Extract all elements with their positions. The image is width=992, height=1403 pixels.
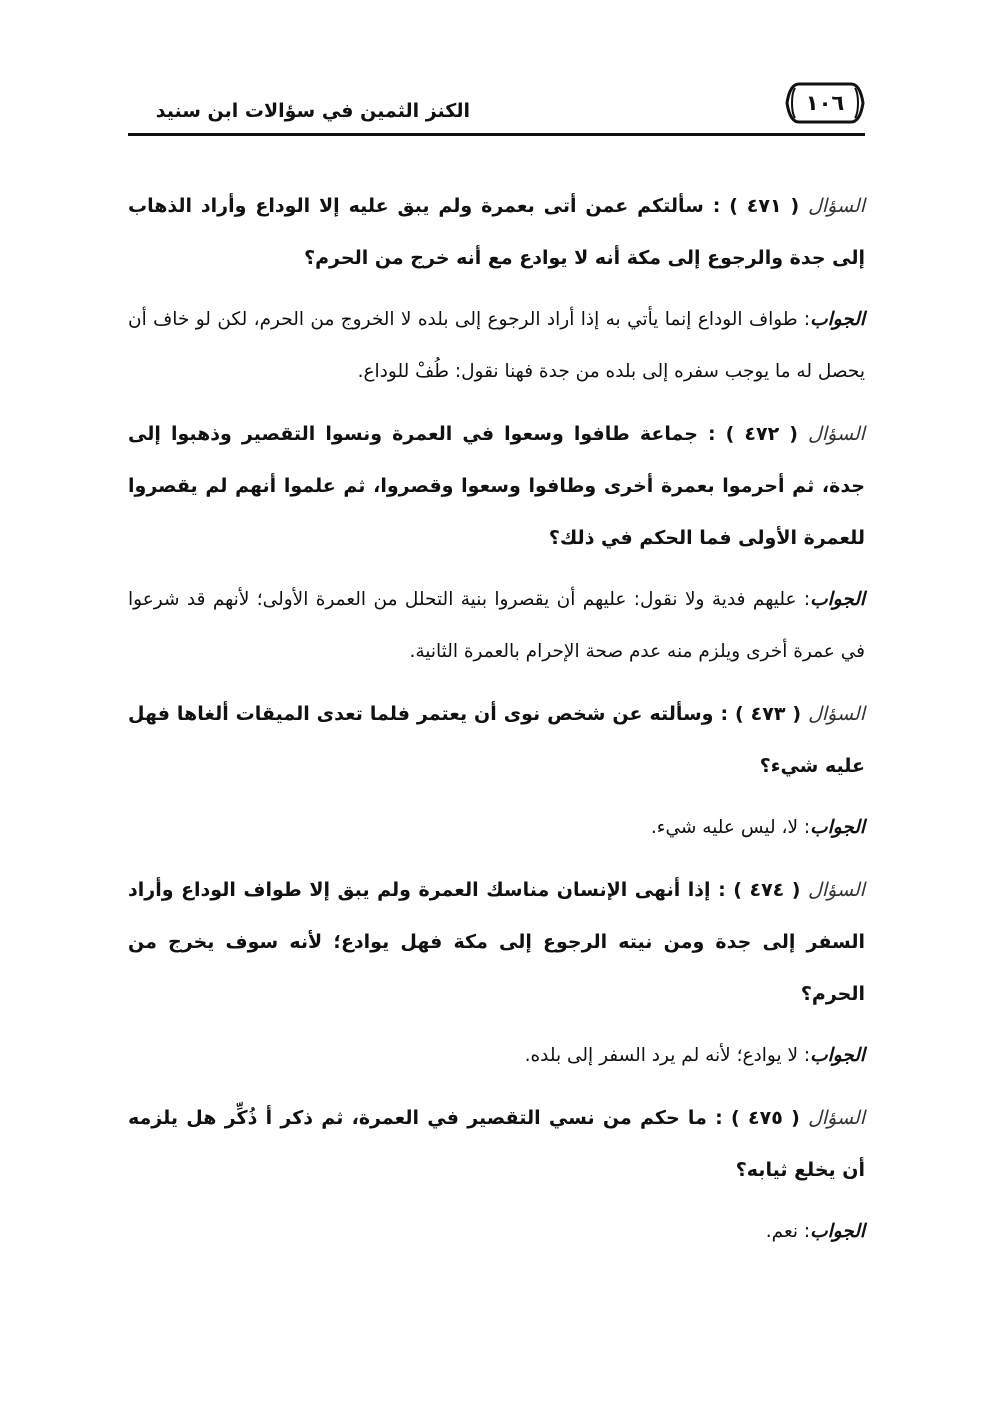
question-number: ( ٤٧٢ ) : bbox=[707, 423, 798, 445]
question-lead: السؤال bbox=[808, 703, 865, 725]
question-lead: السؤال bbox=[808, 879, 865, 901]
answer-lead: الجواب bbox=[810, 1221, 865, 1242]
question-number: ( ٤٧٥ ) : bbox=[715, 1107, 800, 1129]
page-number-badge bbox=[785, 80, 865, 126]
answer-paragraph bbox=[128, 1206, 865, 1258]
question-text: سألتكم عمن أتى بعمرة ولم يبق عليه إلا الوداع وأراد الذهاب إلى جدة والرجوع إلى مكة أنه لا يوادع مع أنه خرج من الحرم؟ bbox=[128, 195, 865, 269]
question-text: جماعة طافوا وسعوا في العمرة ونسوا التقصير وذهبوا إلى جدة، ثم أحرموا بعمرة أخرى وطافوا وسعوا وقصروا، ثم علموا أنهم لم يقصروا للعمرة الأولى فما الحكم في ذلك؟ bbox=[128, 423, 865, 549]
question-number: ( ٤٧٣ ) : bbox=[720, 703, 802, 725]
answer-lead: الجواب bbox=[810, 589, 865, 610]
page-header bbox=[128, 78, 865, 136]
question-paragraph bbox=[128, 408, 865, 564]
page-body bbox=[128, 180, 865, 1268]
question-text: ما حكم من نسي التقصير في العمرة، ثم ذكر أ ذُكِّر هل يلزمه أن يخلع ثيابه؟ bbox=[128, 1107, 865, 1181]
answer-text: : طواف الوداع إنما يأتي به إذا أراد الرجوع إلى بلده لا الخروج من الحرم، لكن لو خاف أن يحصل له ما يوجب سفره إلى بلده من جدة فهنا نقول: طُفْ للوداع. bbox=[128, 309, 865, 382]
answer-paragraph bbox=[128, 1030, 865, 1082]
answer-paragraph bbox=[128, 294, 865, 398]
question-lead: السؤال bbox=[808, 423, 865, 445]
answer-paragraph bbox=[128, 802, 865, 854]
question-text: إذا أنهى الإنسان مناسك العمرة ولم يبق إلا طواف الوداع وأراد السفر إلى جدة ومن نيته الرجوع إلى مكة فهل يوادع؛ لأنه سوف يخرج من الحرم؟ bbox=[128, 879, 865, 1005]
question-lead: السؤال bbox=[808, 1107, 865, 1129]
answer-paragraph bbox=[128, 574, 865, 678]
question-text: وسألته عن شخص نوى أن يعتمر فلما تعدى الميقات ألغاها فهل عليه شيء؟ bbox=[128, 703, 865, 777]
answer-lead: الجواب bbox=[810, 1045, 865, 1066]
answer-lead: الجواب bbox=[810, 309, 865, 330]
question-number: ( ٤٧٤ ) : bbox=[718, 879, 801, 901]
question-lead: السؤال bbox=[808, 195, 865, 217]
question-paragraph bbox=[128, 1092, 865, 1196]
question-paragraph bbox=[128, 864, 865, 1020]
question-paragraph bbox=[128, 688, 865, 792]
answer-text: : نعم. bbox=[765, 1221, 811, 1242]
header-divider bbox=[128, 133, 865, 136]
answer-text: : لا يوادع؛ لأنه لم يرد السفر إلى بلده. bbox=[524, 1045, 811, 1066]
answer-text: : لا، ليس عليه شيء. bbox=[650, 817, 811, 838]
answer-text: : عليهم فدية ولا نقول: عليهم أن يقصروا بنية التحلل من العمرة الأولى؛ لأنهم قد شرعوا في عمرة أخرى ويلزم منه عدم صحة الإحرام بالعمرة الثانية. bbox=[128, 589, 865, 662]
question-number: ( ٤٧١ ) : bbox=[712, 195, 800, 217]
book-title: الكنز الثمين في سؤالات ابن سنيد bbox=[155, 100, 470, 122]
answer-lead: الجواب bbox=[810, 817, 865, 838]
question-paragraph bbox=[128, 180, 865, 284]
page-number: ١٠٦ bbox=[805, 91, 845, 115]
